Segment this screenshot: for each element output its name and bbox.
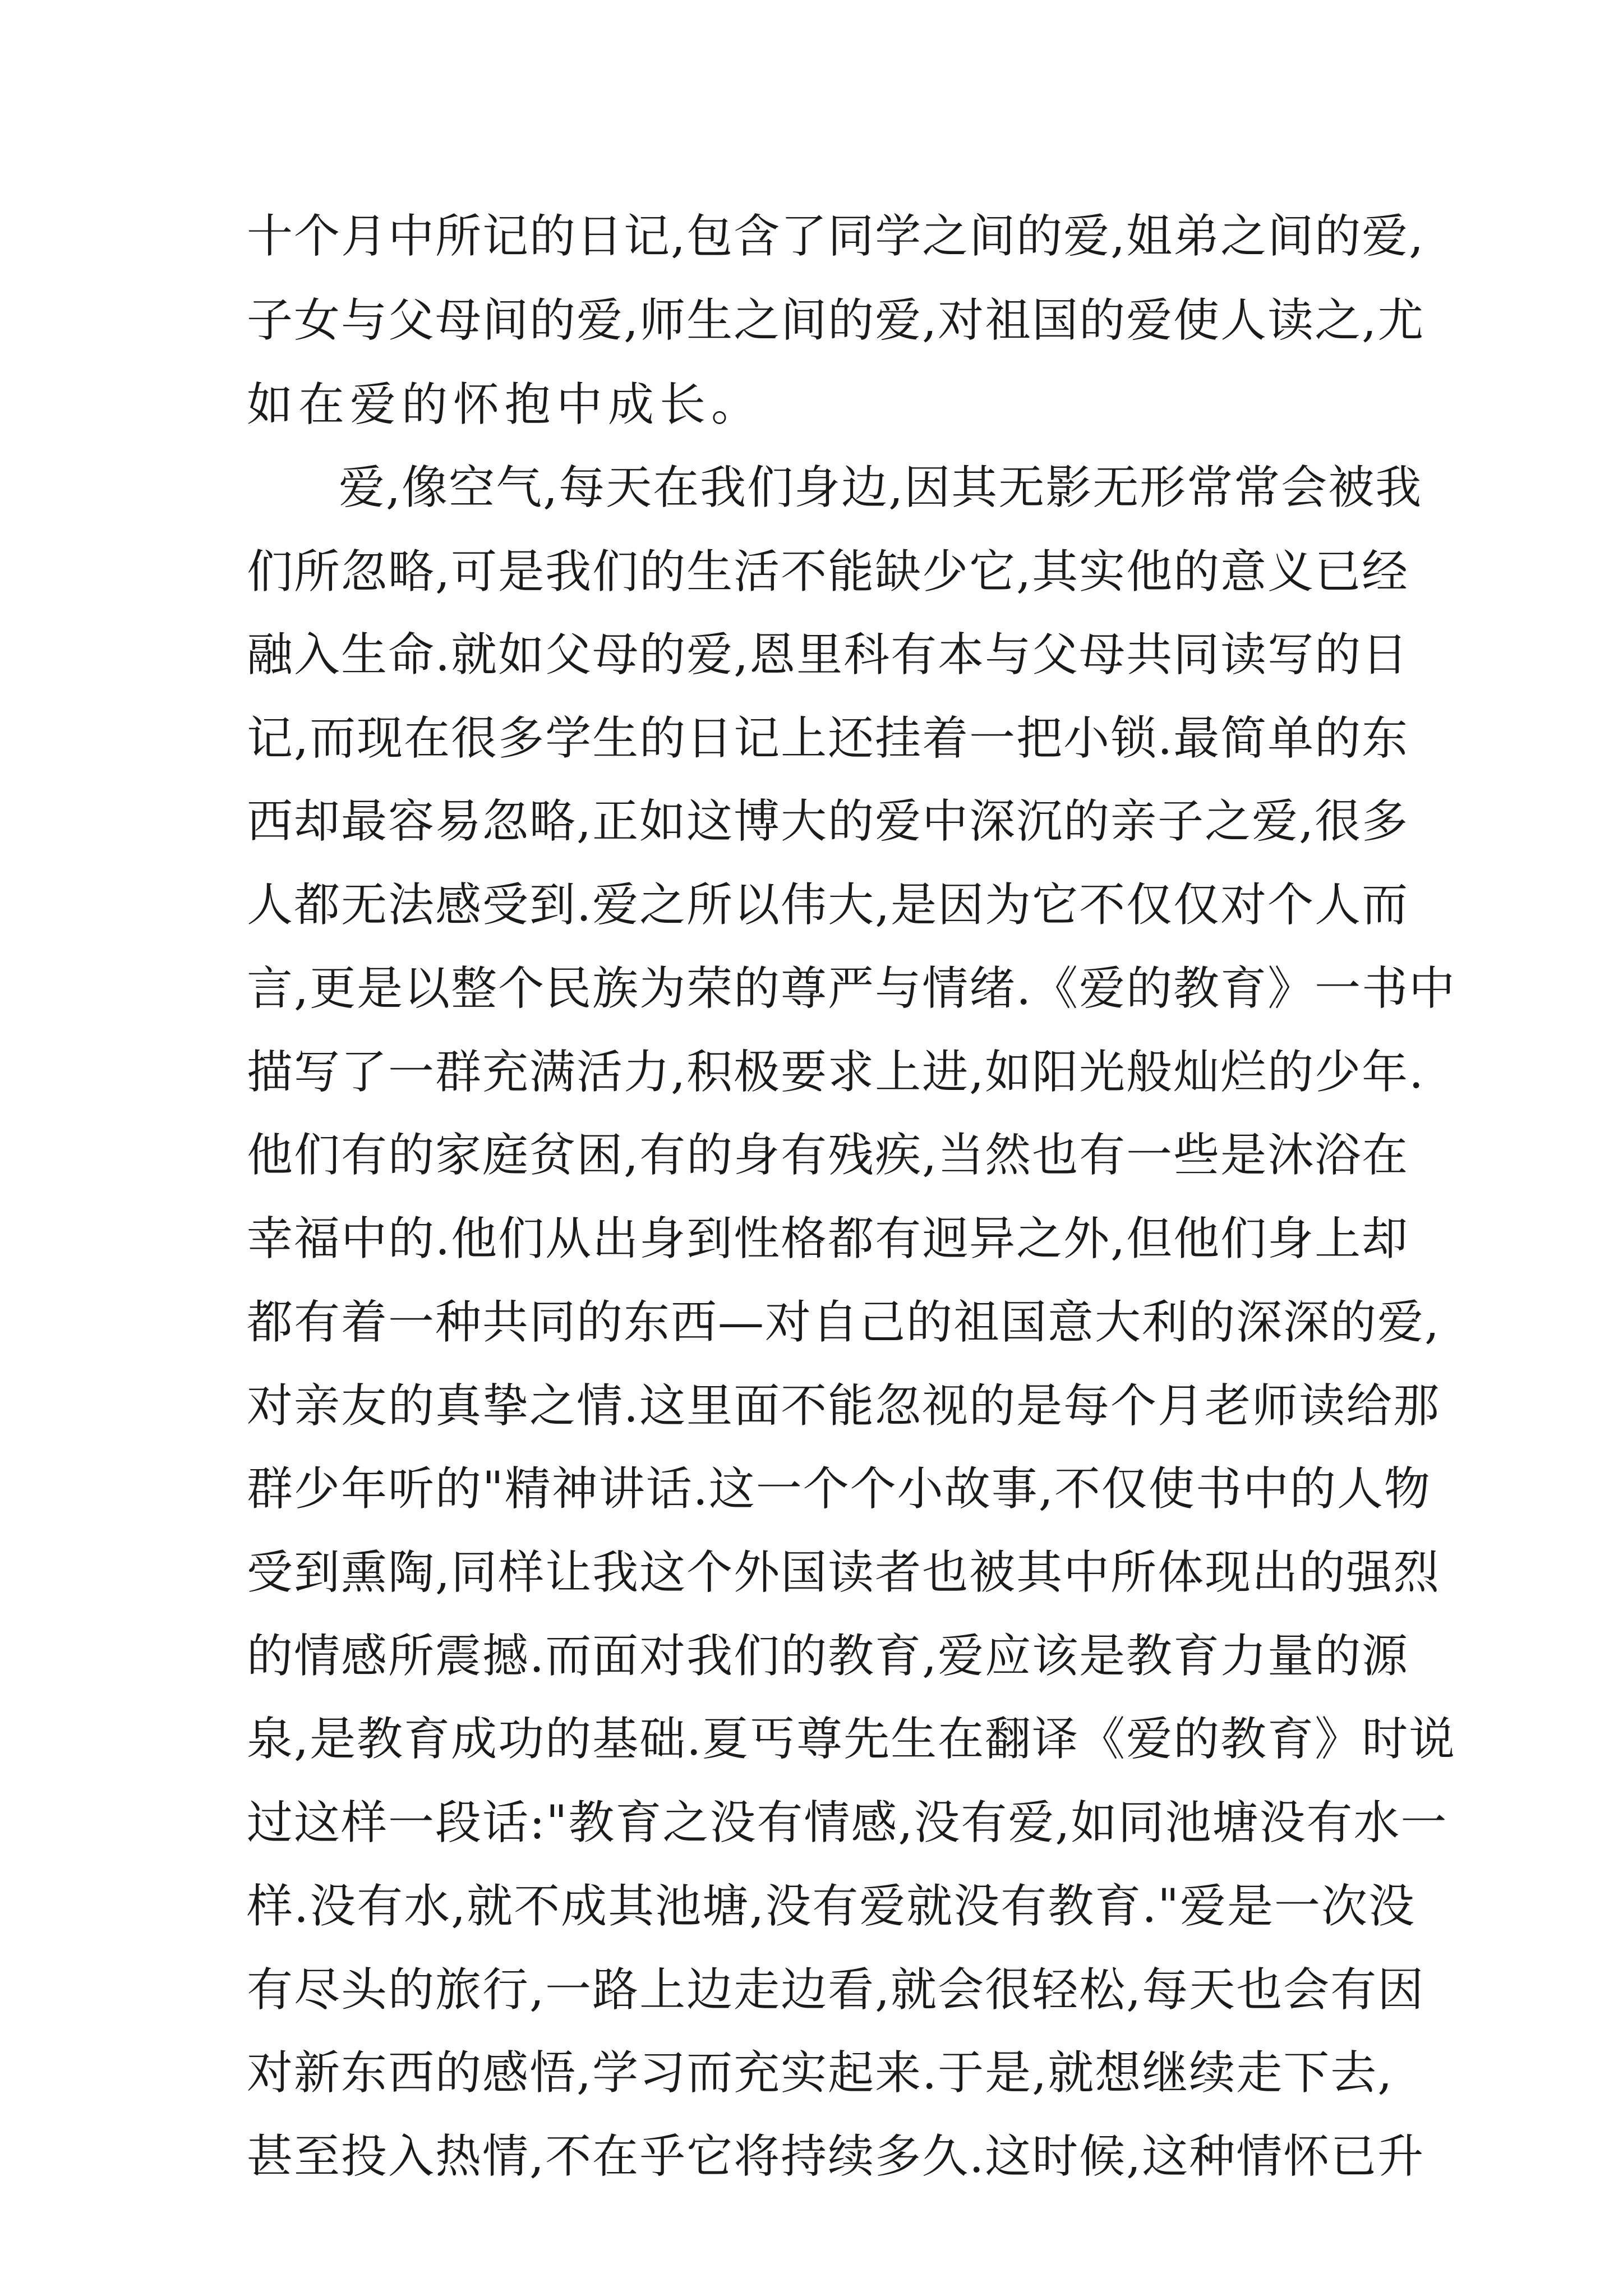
paragraph-line: 有尽头的旅行,一路上边走边看,就会很轻松,每天也会有因 <box>247 1963 1425 2017</box>
paragraph-line: 他们有的家庭贫困,有的身有残疾,当然也有一些是沐浴在 <box>247 1129 1409 1182</box>
paragraph-line: 记,而现在很多学生的日记上还挂着一把小锁.最简单的东 <box>247 712 1409 765</box>
paragraph-line: 们所忽略,可是我们的生活不能缺少它,其实他的意义已经 <box>247 545 1409 599</box>
paragraph-line: 言,更是以整个民族为荣的尊严与情绪.《爱的教育》一书中 <box>247 962 1456 1015</box>
paragraph-line: 西却最容易忽略,正如这博大的爱中深沉的亲子之爱,很多 <box>247 795 1409 848</box>
paragraph-line: 受到熏陶,同样让我这个外国读者也被其中所体现出的强烈 <box>247 1546 1441 1599</box>
paragraph-line: 甚至投入热情,不在乎它将持续多久.这时候,这种情怀已升 <box>247 2130 1425 2183</box>
paragraph-line: 十个月中所记的日记,包含了同学之间的爱,姐弟之间的爱, <box>247 210 1425 263</box>
paragraph-line: 过这样一段话:"教育之没有情感,没有爱,如同池塘没有水一 <box>247 1796 1448 1849</box>
paragraph-line: 的情感所震撼.而面对我们的教育,爱应该是教育力量的源 <box>247 1630 1409 1683</box>
paragraph-line: 融入生命.就如父母的爱,恩里科有本与父母共同读写的日 <box>247 628 1409 682</box>
paragraph-line: 人都无法感受到.爱之所以伟大,是因为它不仅仅对个人而 <box>247 878 1409 932</box>
paragraph-line: 都有着一种共同的东西—对自己的祖国意大利的深深的爱, <box>247 1296 1441 1349</box>
paragraph-line: 描写了一群充满活力,积极要求上进,如阳光般灿烂的少年. <box>247 1046 1425 1099</box>
paragraph-line: 泉,是教育成功的基础.夏丐尊先生在翻译《爱的教育》时说 <box>247 1713 1456 1766</box>
paragraph-line: 样.没有水,就不成其池塘,没有爱就没有教育."爱是一次没 <box>247 1880 1415 1933</box>
paragraph-line: 如在爱的怀抱中成长。 <box>247 378 763 431</box>
paragraph-line: 幸福中的.他们从出身到性格都有迥异之外,但他们身上却 <box>247 1212 1409 1266</box>
paragraph-line: 子女与父母间的爱,师生之间的爱,对祖国的爱使人读之,尤 <box>247 294 1425 347</box>
paragraph-line: 对新东西的感悟,学习而充实起来.于是,就想继续走下去, <box>247 2046 1394 2100</box>
paragraph-line: 对亲友的真挚之情.这里面不能忽视的是每个月老师读给那 <box>247 1379 1441 1433</box>
paragraph-line: 群少年听的"精神讲话.这一个个小故事,不仅使书中的人物 <box>247 1462 1431 1516</box>
document-page <box>247 0 1456 2296</box>
paragraph-line: 爱,像空气,每天在我们身边,因其无影无形常常会被我 <box>339 461 1423 514</box>
